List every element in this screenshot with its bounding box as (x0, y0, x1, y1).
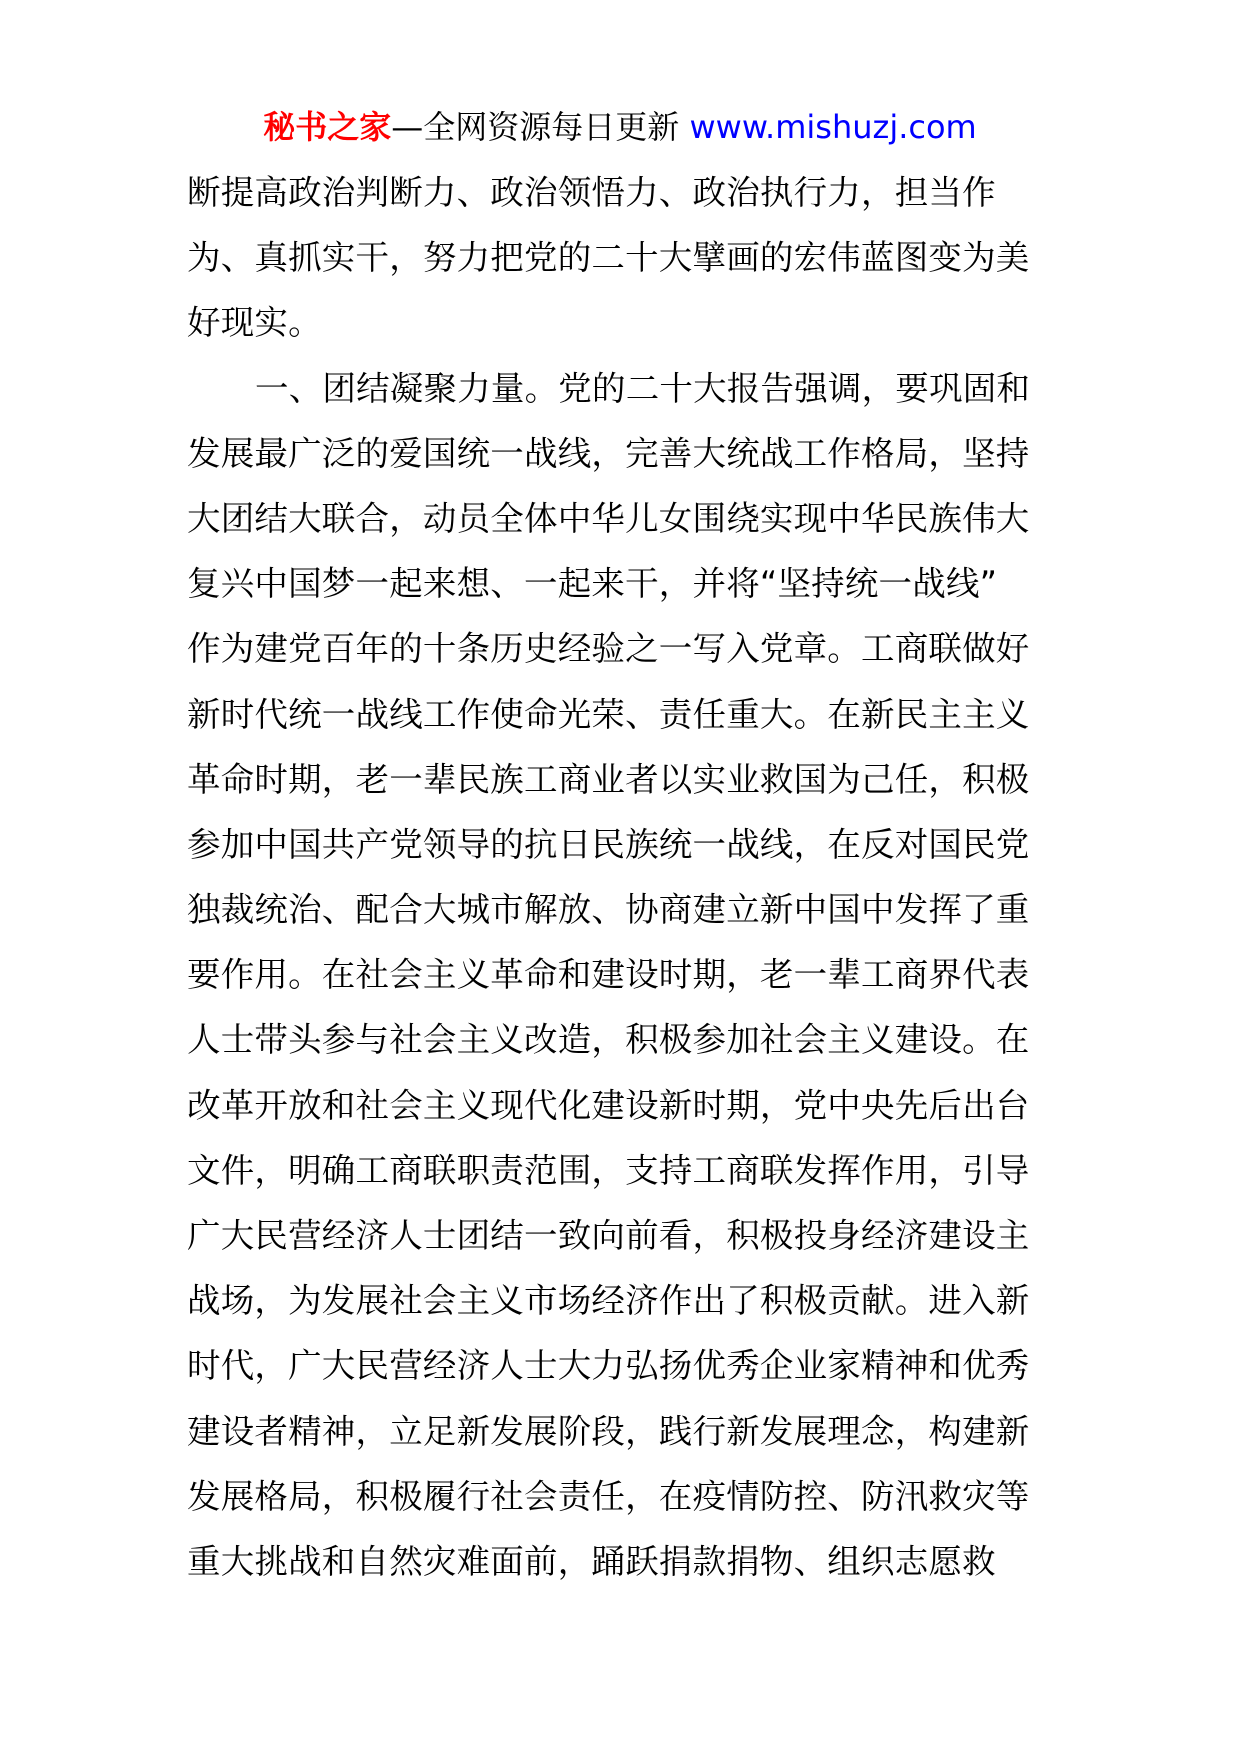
text-line: 大团结大联合，动员全体中华儿女围绕实现中华民族伟大 (187, 498, 1030, 538)
text-line: 文件，明确工商联职责范围，支持工商联发挥作用，引导 (187, 1150, 1030, 1190)
brand-name: 秘书之家 (263, 108, 392, 146)
page-header (0, 102, 1240, 152)
text-line: 重大挑战和自然灾难面前，踊跃捐款捐物、组织志愿救 (187, 1541, 996, 1581)
text-line: 要作用。在社会主义革命和建设时期，老一辈工商界代表 (187, 955, 1030, 995)
header-tagline: —全网资源每日更新 (391, 108, 690, 146)
text-line: 发展最广泛的爱国统一战线，完善大统战工作格局，坚持 (187, 433, 1030, 473)
document-body (187, 160, 1057, 1594)
text-line: 参加中国共产党领导的抗日民族统一战线，在反对国民党 (187, 824, 1030, 864)
text-line: 作为建党百年的十条历史经验之一写入党章。工商联做好 (187, 629, 1030, 669)
section-heading-line: 一、团结凝聚力量。党的二十大报告强调，要巩固和 (255, 368, 1031, 408)
text-line: 断提高政治判断力、政治领悟力、政治执行力，担当作 (187, 173, 996, 212)
text-line: 人士带头参与社会主义改造，积极参加社会主义建设。在 (187, 1020, 1030, 1060)
text-line: 新时代统一战线工作使命光荣、责任重大。在新民主主义 (187, 694, 1030, 734)
text-line: 革命时期，老一辈民族工商业者以实业救国为己任，积极 (187, 759, 1030, 799)
site-url-link[interactable]: www.mishuzj.com (689, 108, 977, 146)
text-line: 时代，广大民营经济人士大力弘扬优秀企业家精神和优秀 (187, 1346, 1030, 1386)
text-line: 战场，为发展社会主义市场经济作出了积极贡献。进入新 (187, 1281, 1030, 1321)
text-line: 改革开放和社会主义现代化建设新时期，党中央先后出台 (187, 1085, 1030, 1125)
text-line: 广大民营经济人士团结一致向前看，积极投身经济建设主 (187, 1216, 1030, 1255)
text-line: 复兴中国梦一起来想、一起来干，并将“坚持统一战线” (187, 564, 998, 604)
text-line: 发展格局，积极履行社会责任，在疫情防控、防汛救灾等 (187, 1476, 1030, 1516)
text-line: 建设者精神，立足新发展阶段，践行新发展理念，构建新 (187, 1411, 1030, 1451)
text-line: 为、真抓实干，努力把党的二十大擘画的宏伟蓝图变为美 (187, 238, 1030, 278)
text-line: 独裁统治、配合大城市解放、协商建立新中国中发挥了重 (187, 890, 1030, 930)
text-line: 好现实。 (187, 303, 322, 343)
